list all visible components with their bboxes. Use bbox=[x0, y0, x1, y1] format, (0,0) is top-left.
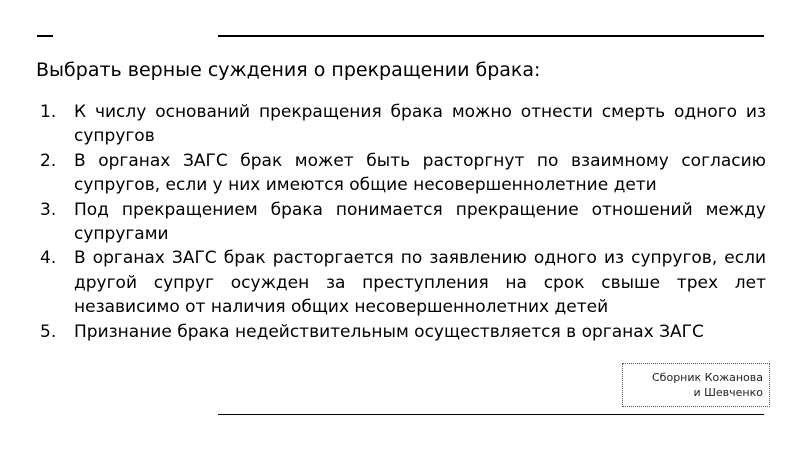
credit-line-2: и Шевченко bbox=[693, 386, 763, 399]
item-text: В органах ЗАГС брак может быть расторгнут по взаимному согласию супругов, если у них имеются общие несовершеннолетние дети bbox=[74, 150, 766, 196]
item-number: 1. bbox=[40, 102, 57, 122]
list-item bbox=[40, 149, 766, 198]
top-rule bbox=[218, 35, 764, 37]
item-text: Под прекращением брака понимается прекращение отношений между супругами bbox=[74, 199, 766, 245]
item-number: 5. bbox=[40, 321, 57, 342]
item-text: Признание брака недействительным осуществляется в органах ЗАГС bbox=[74, 321, 704, 342]
item-number: 4. bbox=[40, 248, 57, 269]
list-item bbox=[40, 100, 766, 149]
item-number: 2. bbox=[40, 150, 57, 171]
item-text: К числу оснований прекращения брака можно отнести смерть одного из супругов bbox=[74, 102, 766, 147]
slide-title: Выбрать верные суждения о прекращении брака: bbox=[36, 59, 541, 81]
judgements-list bbox=[40, 100, 766, 344]
source-credit bbox=[622, 363, 770, 407]
list-item bbox=[40, 320, 766, 344]
bottom-rule bbox=[218, 414, 764, 415]
item-number: 3. bbox=[40, 199, 57, 220]
item-text: В органах ЗАГС брак расторгается по заявлению одного из супругов, если другой супруг осужден за преступления на срок свыше трех лет независимо от наличия общих несовершеннолетних детей bbox=[74, 248, 766, 318]
list-item bbox=[40, 246, 766, 319]
list-item bbox=[40, 198, 766, 247]
header-dash bbox=[37, 35, 53, 37]
credit-line-1: Сборник Кожанова bbox=[652, 371, 763, 384]
